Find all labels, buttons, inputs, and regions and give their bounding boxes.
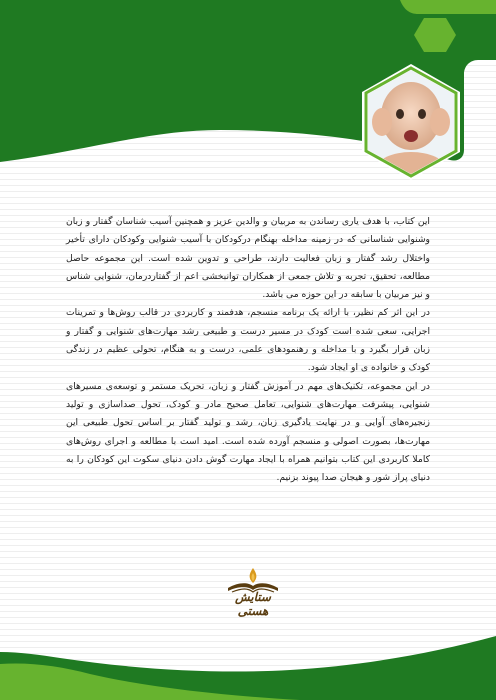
- baby-photo-hexagon: [360, 64, 462, 180]
- paragraph-2: در این اثر کم نظیر، با ارائه یک برنامه منسجم، هدفمند و کاربردی در قالب روش‌ها و تمرینات اجرایی، سعی شده است کودک در مسیر درست و طبیعی رشد مهارت‌های شنوایی و گفتار و زبان قرار بگیرد و با مداخله و رهنمودهای علمی، درست و به هنگام، تحولی عظیم در زندگی کودک و خانواده ی او ایجاد شود.: [66, 307, 430, 374]
- paragraph-1: این کتاب، با هدف یاری رساندن به مربیان و والدین عزیز و همچنین آسیب شناسان گفتار و زبان وشنوایی شناسانی که در زمینه مداخله بهنگام درکودکان با آسیب شنوایی وکودکان دارای تأخیر واختلال رشد گفتار و زبان فعالیت دارند، طراحی و تدوین شده است. این مجموعه حاصل مطالعه، تحقیق، تجربه و تلاش جمعی از همکاران توانبخشی اعم از گفتاردرمان، شنوایی شناس و نیز مربیان با سابقه در این حوزه می باشد.: [66, 216, 430, 301]
- paragraph-3: در این مجموعه، تکنیک‌های مهم در آموزش گفتار و زبان، تحریک مستمر و توسعه‌ی مسیرهای شنوایی، پیشرفت مهارت‌های شنوایی، تعامل صحیح مادر و کودک، تحول صداسازی و تولید زنجیره‌های آوایی و در نهایت یادگیری زبان، رشد و تولید گفتار بر اساس تحول طبیعی این مهارت‌ها، بصورت اصولی و منسجم آورده شده است. امید است با مطالعه و اجرای روش‌های کاملا کاربردی این کتاب بتوانیم همراه با ایجاد مهارت گوش دادن دنیای سکوت این کودکان را به دنیای پراز شور و هیجان صدا پیوند بزنیم.: [66, 380, 430, 484]
- header-light-green-accent: [400, 0, 496, 14]
- baby-left-hand: [372, 108, 392, 136]
- baby-right-hand: [430, 108, 450, 136]
- baby-mouth: [404, 130, 418, 142]
- footer-green-band: [0, 630, 496, 700]
- publisher-logo: [218, 566, 288, 618]
- logo-text: ستایش هستی: [235, 590, 271, 618]
- body-text: [66, 213, 430, 487]
